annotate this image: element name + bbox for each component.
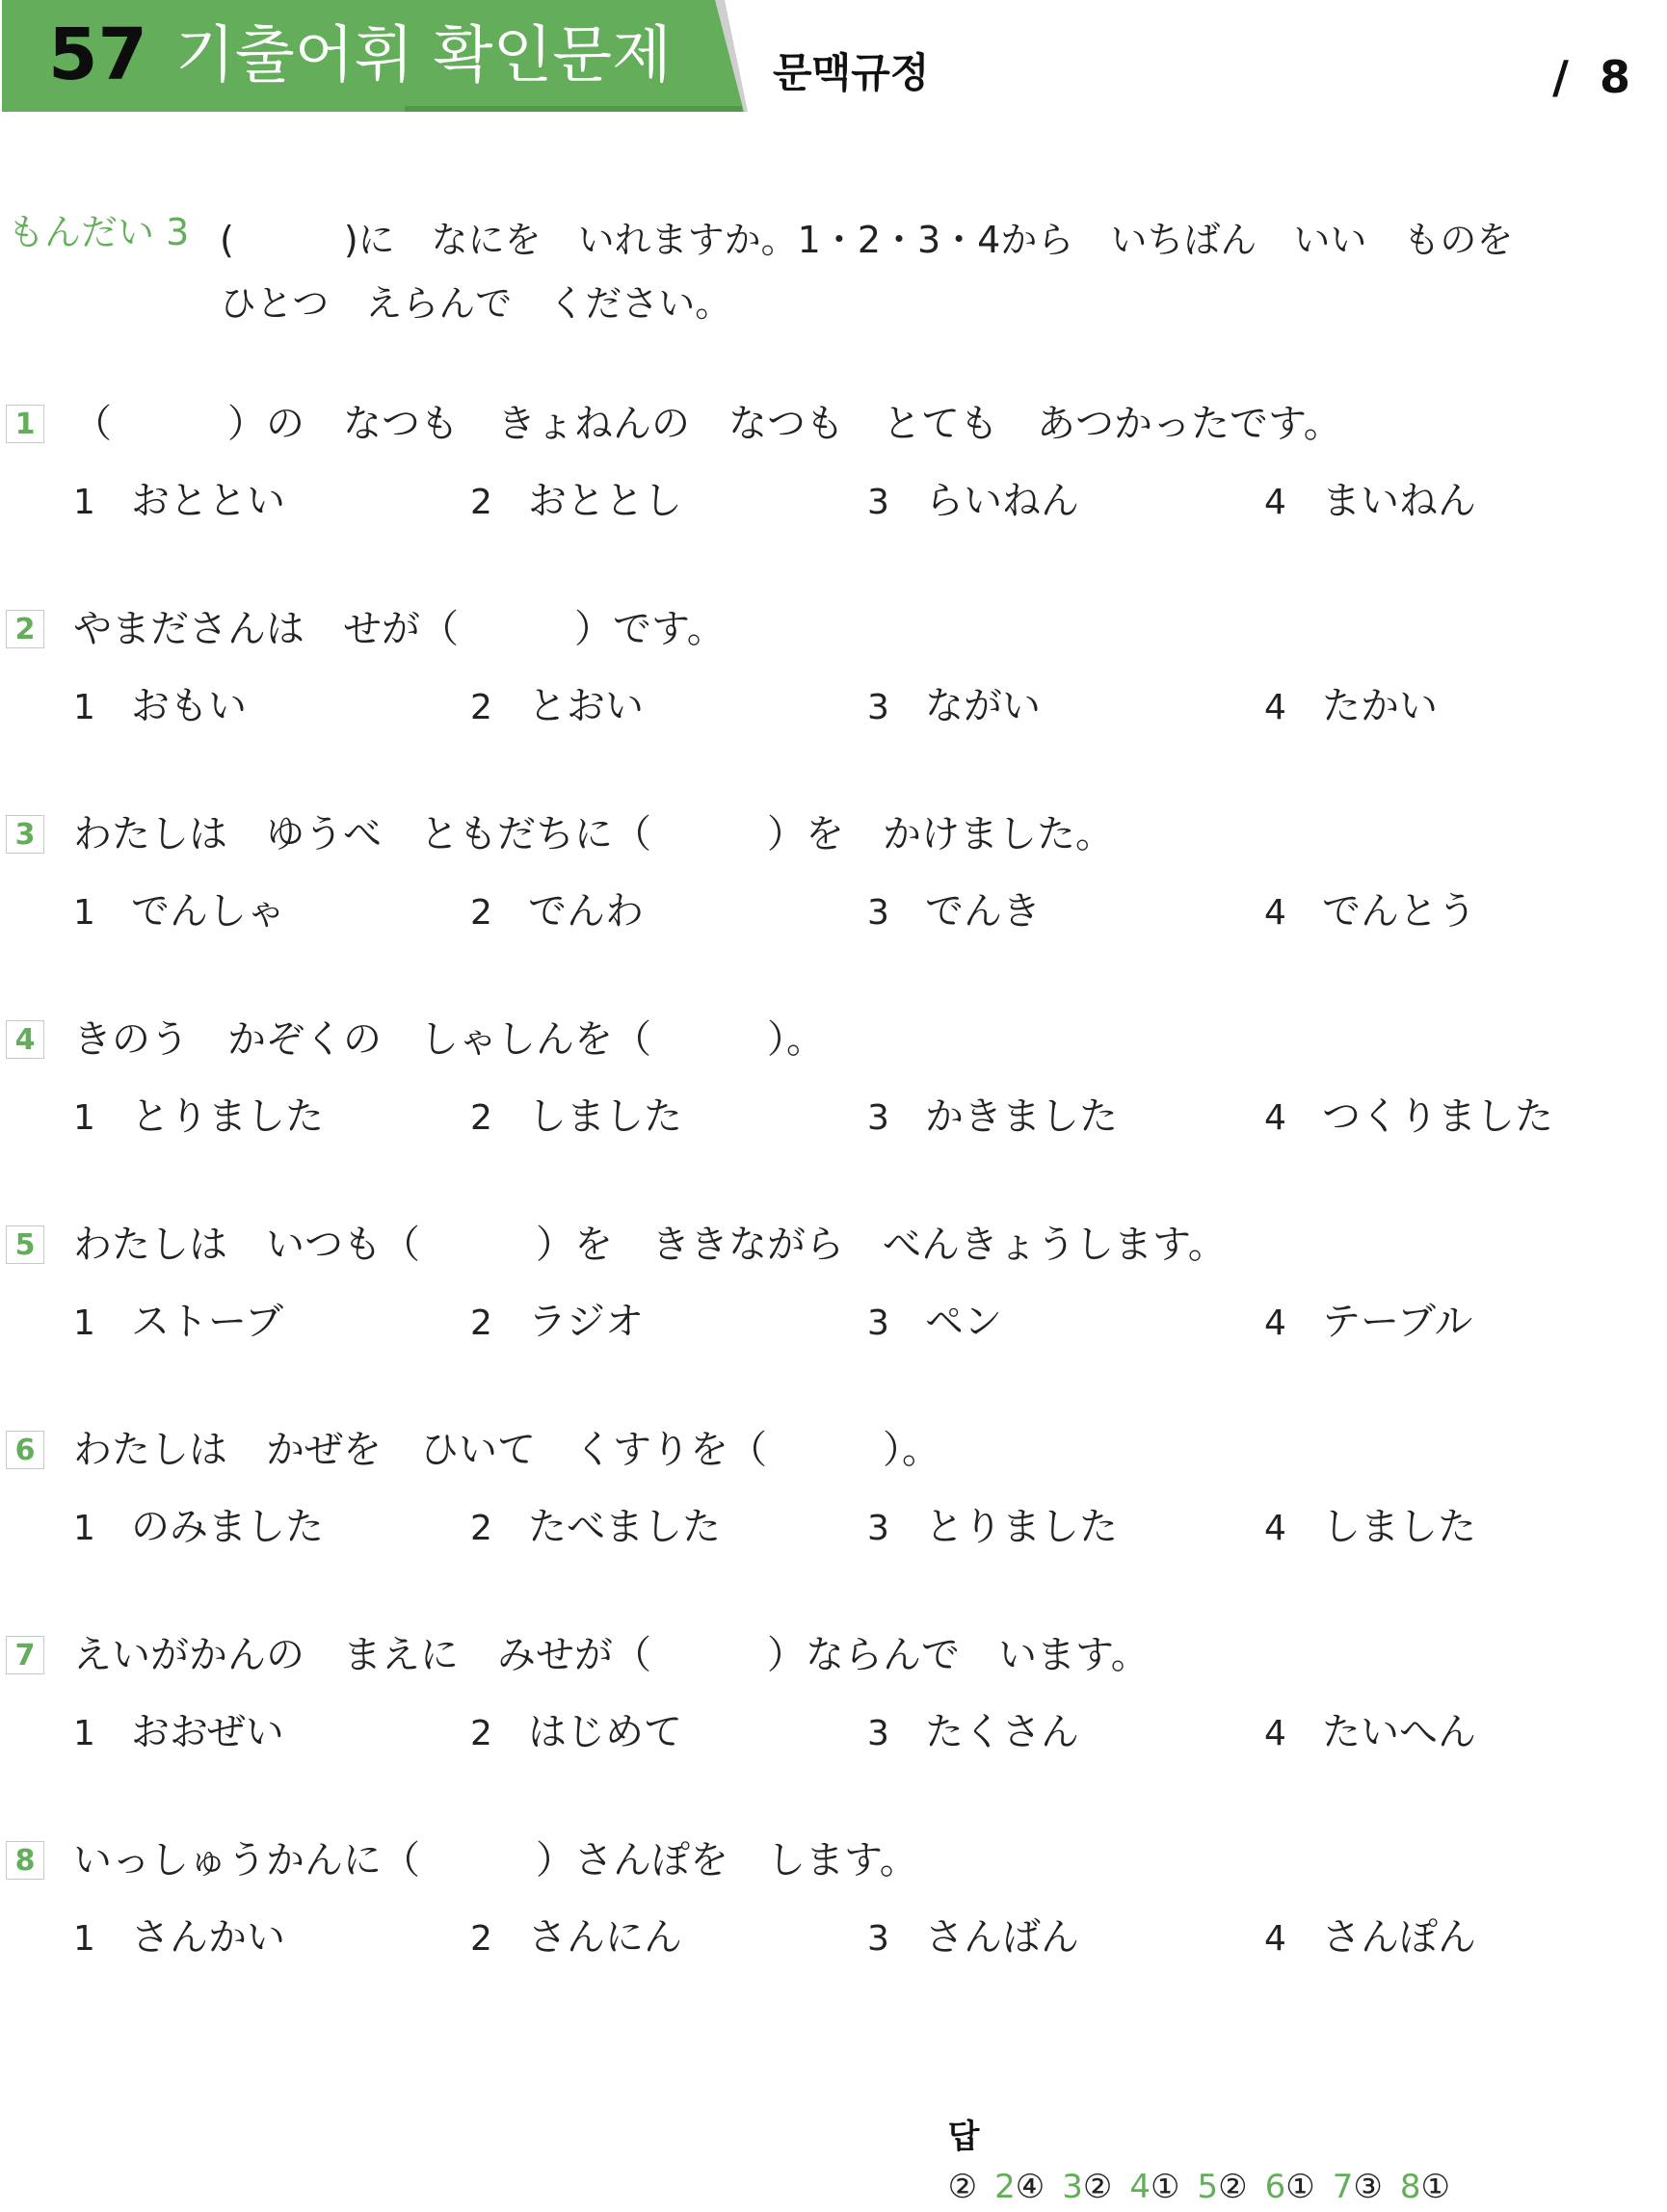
instruction-text: ( )に なにを いれますか。1・2・3・4から いちばん いい ものを ひとつ えらんで ください。 xyxy=(220,219,1514,325)
choice-number: 4 xyxy=(1264,1714,1286,1753)
choice-option[interactable] xyxy=(1264,1295,1472,1349)
choice-number: 2 xyxy=(470,483,492,522)
choice-text: たかい xyxy=(1322,684,1438,728)
question-text: やまださんは せが（ ）です。 xyxy=(73,607,726,651)
choice-number: 2 xyxy=(470,893,492,933)
choice-text: とりました xyxy=(131,1094,324,1139)
choice-number: 4 xyxy=(1264,483,1286,522)
question-item xyxy=(0,1017,1667,1213)
choice-number: 2 xyxy=(470,1509,492,1548)
question-text: わたしは かぜを ひいて くすりを（ ）。 xyxy=(73,1428,940,1472)
choice-text: ペン xyxy=(925,1300,1002,1344)
choice-number: 3 xyxy=(867,1509,889,1548)
choice-text: たいへん xyxy=(1322,1710,1476,1754)
answer-question-number: 8 xyxy=(1399,2168,1421,2206)
choice-option[interactable] xyxy=(470,1705,682,1759)
question-item xyxy=(0,402,1667,597)
choice-option[interactable] xyxy=(867,679,1041,733)
score-box: / 8 xyxy=(1552,51,1630,103)
choice-option[interactable] xyxy=(1264,1705,1476,1759)
choice-number: 2 xyxy=(470,1919,492,1959)
answer-item xyxy=(1197,2168,1247,2206)
choice-option[interactable] xyxy=(73,1500,324,1554)
question-text: いっしゅうかんに（ ）さんぽを します。 xyxy=(73,1838,918,1883)
answer-key xyxy=(927,2062,1468,2206)
question-number: 5 xyxy=(6,1225,44,1264)
choice-option[interactable] xyxy=(867,1090,1118,1144)
choice-option[interactable] xyxy=(73,1705,284,1759)
choice-text: でんわ xyxy=(528,889,644,934)
answer-question-number: 6 xyxy=(1264,2168,1286,2206)
choice-number: 1 xyxy=(73,1304,95,1343)
choice-number: 1 xyxy=(73,1919,95,1959)
answer-value: ④ xyxy=(1015,2168,1045,2206)
answer-value: ① xyxy=(1420,2168,1450,2206)
choice-number: 3 xyxy=(867,1098,889,1138)
choice-text: おもい xyxy=(131,684,247,728)
choice-text: まいねん xyxy=(1322,479,1476,523)
answer-item xyxy=(994,2168,1045,2206)
choice-list xyxy=(0,1295,1667,1349)
choice-option[interactable] xyxy=(470,1500,721,1554)
choice-number: 3 xyxy=(867,688,889,727)
choice-option[interactable] xyxy=(1264,474,1476,528)
choice-text: さんかい xyxy=(131,1915,285,1960)
answer-value: ③ xyxy=(1353,2168,1383,2206)
choice-option[interactable] xyxy=(73,1090,324,1144)
choice-number: 1 xyxy=(73,1098,95,1138)
choice-number: 2 xyxy=(470,1304,492,1343)
answer-item xyxy=(1400,2168,1450,2206)
question-number: 7 xyxy=(6,1636,44,1674)
question-item xyxy=(0,1225,1667,1418)
answer-item xyxy=(1333,2168,1383,2206)
choice-text: たくさん xyxy=(925,1710,1079,1754)
section-label: 문맥규정 xyxy=(773,49,930,96)
choice-list xyxy=(0,1090,1667,1144)
question-number: 1 xyxy=(6,405,44,443)
choice-option[interactable] xyxy=(470,679,644,733)
unit-number: 57 xyxy=(48,13,147,96)
choice-text: ラジオ xyxy=(528,1300,644,1344)
choice-text: らいねん xyxy=(925,479,1079,523)
question-item xyxy=(0,1428,1667,1623)
choice-option[interactable] xyxy=(1264,1910,1476,1964)
choice-text: でんき xyxy=(925,889,1041,934)
choice-number: 3 xyxy=(867,1714,889,1753)
answer-question-number: 4 xyxy=(1129,2168,1151,2206)
choice-text: かきました xyxy=(925,1094,1118,1139)
choice-number: 1 xyxy=(73,483,95,522)
choice-text: のみました xyxy=(131,1505,324,1549)
choice-number: 2 xyxy=(470,1714,492,1753)
choice-number: 3 xyxy=(867,483,889,522)
answer-value: ② xyxy=(1082,2168,1113,2206)
choice-list xyxy=(0,1500,1667,1554)
question-text: （ ）の なつも きょねんの なつも とても あつかったです。 xyxy=(73,402,1342,446)
choice-option[interactable] xyxy=(470,1295,644,1349)
choice-option[interactable] xyxy=(867,1910,1079,1964)
choice-option[interactable] xyxy=(470,1090,682,1144)
unit-title: 기출어휘 확인문제 xyxy=(175,20,672,92)
question-item xyxy=(0,1633,1667,1829)
choice-text: はじめて xyxy=(528,1710,682,1754)
answer-question-number: 3 xyxy=(1062,2168,1083,2206)
answer-value: ② xyxy=(947,2168,978,2206)
choice-text: おととし xyxy=(528,479,682,523)
choice-text: つくりました xyxy=(1322,1094,1553,1139)
choice-text: しました xyxy=(1322,1505,1476,1549)
choice-number: 3 xyxy=(867,893,889,933)
answer-question-number: 2 xyxy=(994,2168,1016,2206)
choice-text: さんばん xyxy=(925,1915,1079,1960)
choice-text: でんしゃ xyxy=(131,889,285,934)
answer-items xyxy=(948,2168,1468,2206)
choice-option[interactable] xyxy=(470,1910,682,1964)
choice-text: とおい xyxy=(528,684,644,728)
choice-number: 1 xyxy=(73,688,95,727)
choice-text: とりました xyxy=(925,1505,1118,1549)
choice-number: 1 xyxy=(73,893,95,933)
choice-text: さんにん xyxy=(528,1915,682,1960)
choice-option[interactable] xyxy=(867,1500,1118,1554)
choice-text: ながい xyxy=(925,684,1041,728)
answer-value: ① xyxy=(1285,2168,1315,2206)
choice-option[interactable] xyxy=(1264,884,1476,938)
choice-option[interactable] xyxy=(470,884,644,938)
choice-text: おととい xyxy=(131,479,285,523)
choice-text: しました xyxy=(528,1094,682,1139)
answer-item xyxy=(1265,2168,1315,2206)
choice-option[interactable] xyxy=(1264,679,1438,733)
answer-question-number: 7 xyxy=(1332,2168,1354,2206)
answer-label: 답 xyxy=(947,2118,980,2156)
header-band-underline xyxy=(405,106,742,112)
question-text: わたしは いつも（ ）を ききながら べんきょうします。 xyxy=(73,1223,1227,1267)
choice-number: 2 xyxy=(470,1098,492,1138)
choice-option[interactable] xyxy=(73,884,285,938)
choice-number: 4 xyxy=(1264,1098,1286,1138)
choice-option[interactable] xyxy=(867,1295,1002,1349)
answer-value: ② xyxy=(1218,2168,1248,2206)
choice-number: 4 xyxy=(1264,893,1286,933)
choice-list xyxy=(0,1705,1667,1759)
answer-item xyxy=(1062,2168,1112,2206)
choice-text: おおぜい xyxy=(131,1710,284,1754)
choice-text: さんぽん xyxy=(1322,1915,1476,1960)
choice-text: ストーブ xyxy=(131,1300,283,1344)
question-number: 6 xyxy=(6,1431,44,1469)
instruction-label: もんだい 3 xyxy=(8,211,190,253)
question-text: わたしは ゆうべ ともだちに（ ）を かけました。 xyxy=(73,812,1114,856)
question-item xyxy=(0,812,1667,1008)
question-item xyxy=(0,1838,1667,2034)
choice-text: テーブル xyxy=(1322,1300,1473,1344)
answer-item xyxy=(1129,2168,1179,2206)
question-text: きのう かぞくの しゃしんを（ ）。 xyxy=(73,1017,825,1062)
choice-option[interactable] xyxy=(867,884,1041,938)
question-number: 8 xyxy=(6,1841,44,1880)
choice-number: 3 xyxy=(867,1304,889,1343)
choice-option[interactable] xyxy=(73,679,247,733)
question-number: 4 xyxy=(6,1020,44,1059)
choice-option[interactable] xyxy=(867,1705,1079,1759)
question-item xyxy=(0,607,1667,803)
answer-value: ① xyxy=(1151,2168,1180,2206)
choice-list xyxy=(0,1910,1667,1964)
question-text: えいがかんの まえに みせが（ ）ならんで います。 xyxy=(73,1633,1150,1677)
choice-option[interactable] xyxy=(73,1295,283,1349)
choice-number: 4 xyxy=(1264,1919,1286,1959)
answer-item xyxy=(948,2168,977,2206)
answer-question-number: 5 xyxy=(1197,2168,1219,2206)
choice-number: 2 xyxy=(470,688,492,727)
choice-number: 1 xyxy=(73,1509,95,1548)
choice-number: 4 xyxy=(1264,1304,1286,1343)
choice-option[interactable] xyxy=(73,1910,285,1964)
choice-number: 3 xyxy=(867,1919,889,1959)
choice-option[interactable] xyxy=(470,474,682,528)
choice-text: たべました xyxy=(528,1505,721,1549)
choice-option[interactable] xyxy=(1264,1090,1553,1144)
choice-list xyxy=(0,474,1667,528)
choice-option[interactable] xyxy=(1264,1500,1476,1554)
choice-text: でんとう xyxy=(1322,889,1476,934)
choice-number: 4 xyxy=(1264,1509,1286,1548)
question-number: 2 xyxy=(6,610,44,648)
choice-number: 1 xyxy=(73,1714,95,1753)
choice-list xyxy=(0,679,1667,733)
choice-number: 4 xyxy=(1264,688,1286,727)
choice-option[interactable] xyxy=(867,474,1079,528)
choice-list xyxy=(0,884,1667,938)
choice-option[interactable] xyxy=(73,474,285,528)
question-number: 3 xyxy=(6,815,44,854)
